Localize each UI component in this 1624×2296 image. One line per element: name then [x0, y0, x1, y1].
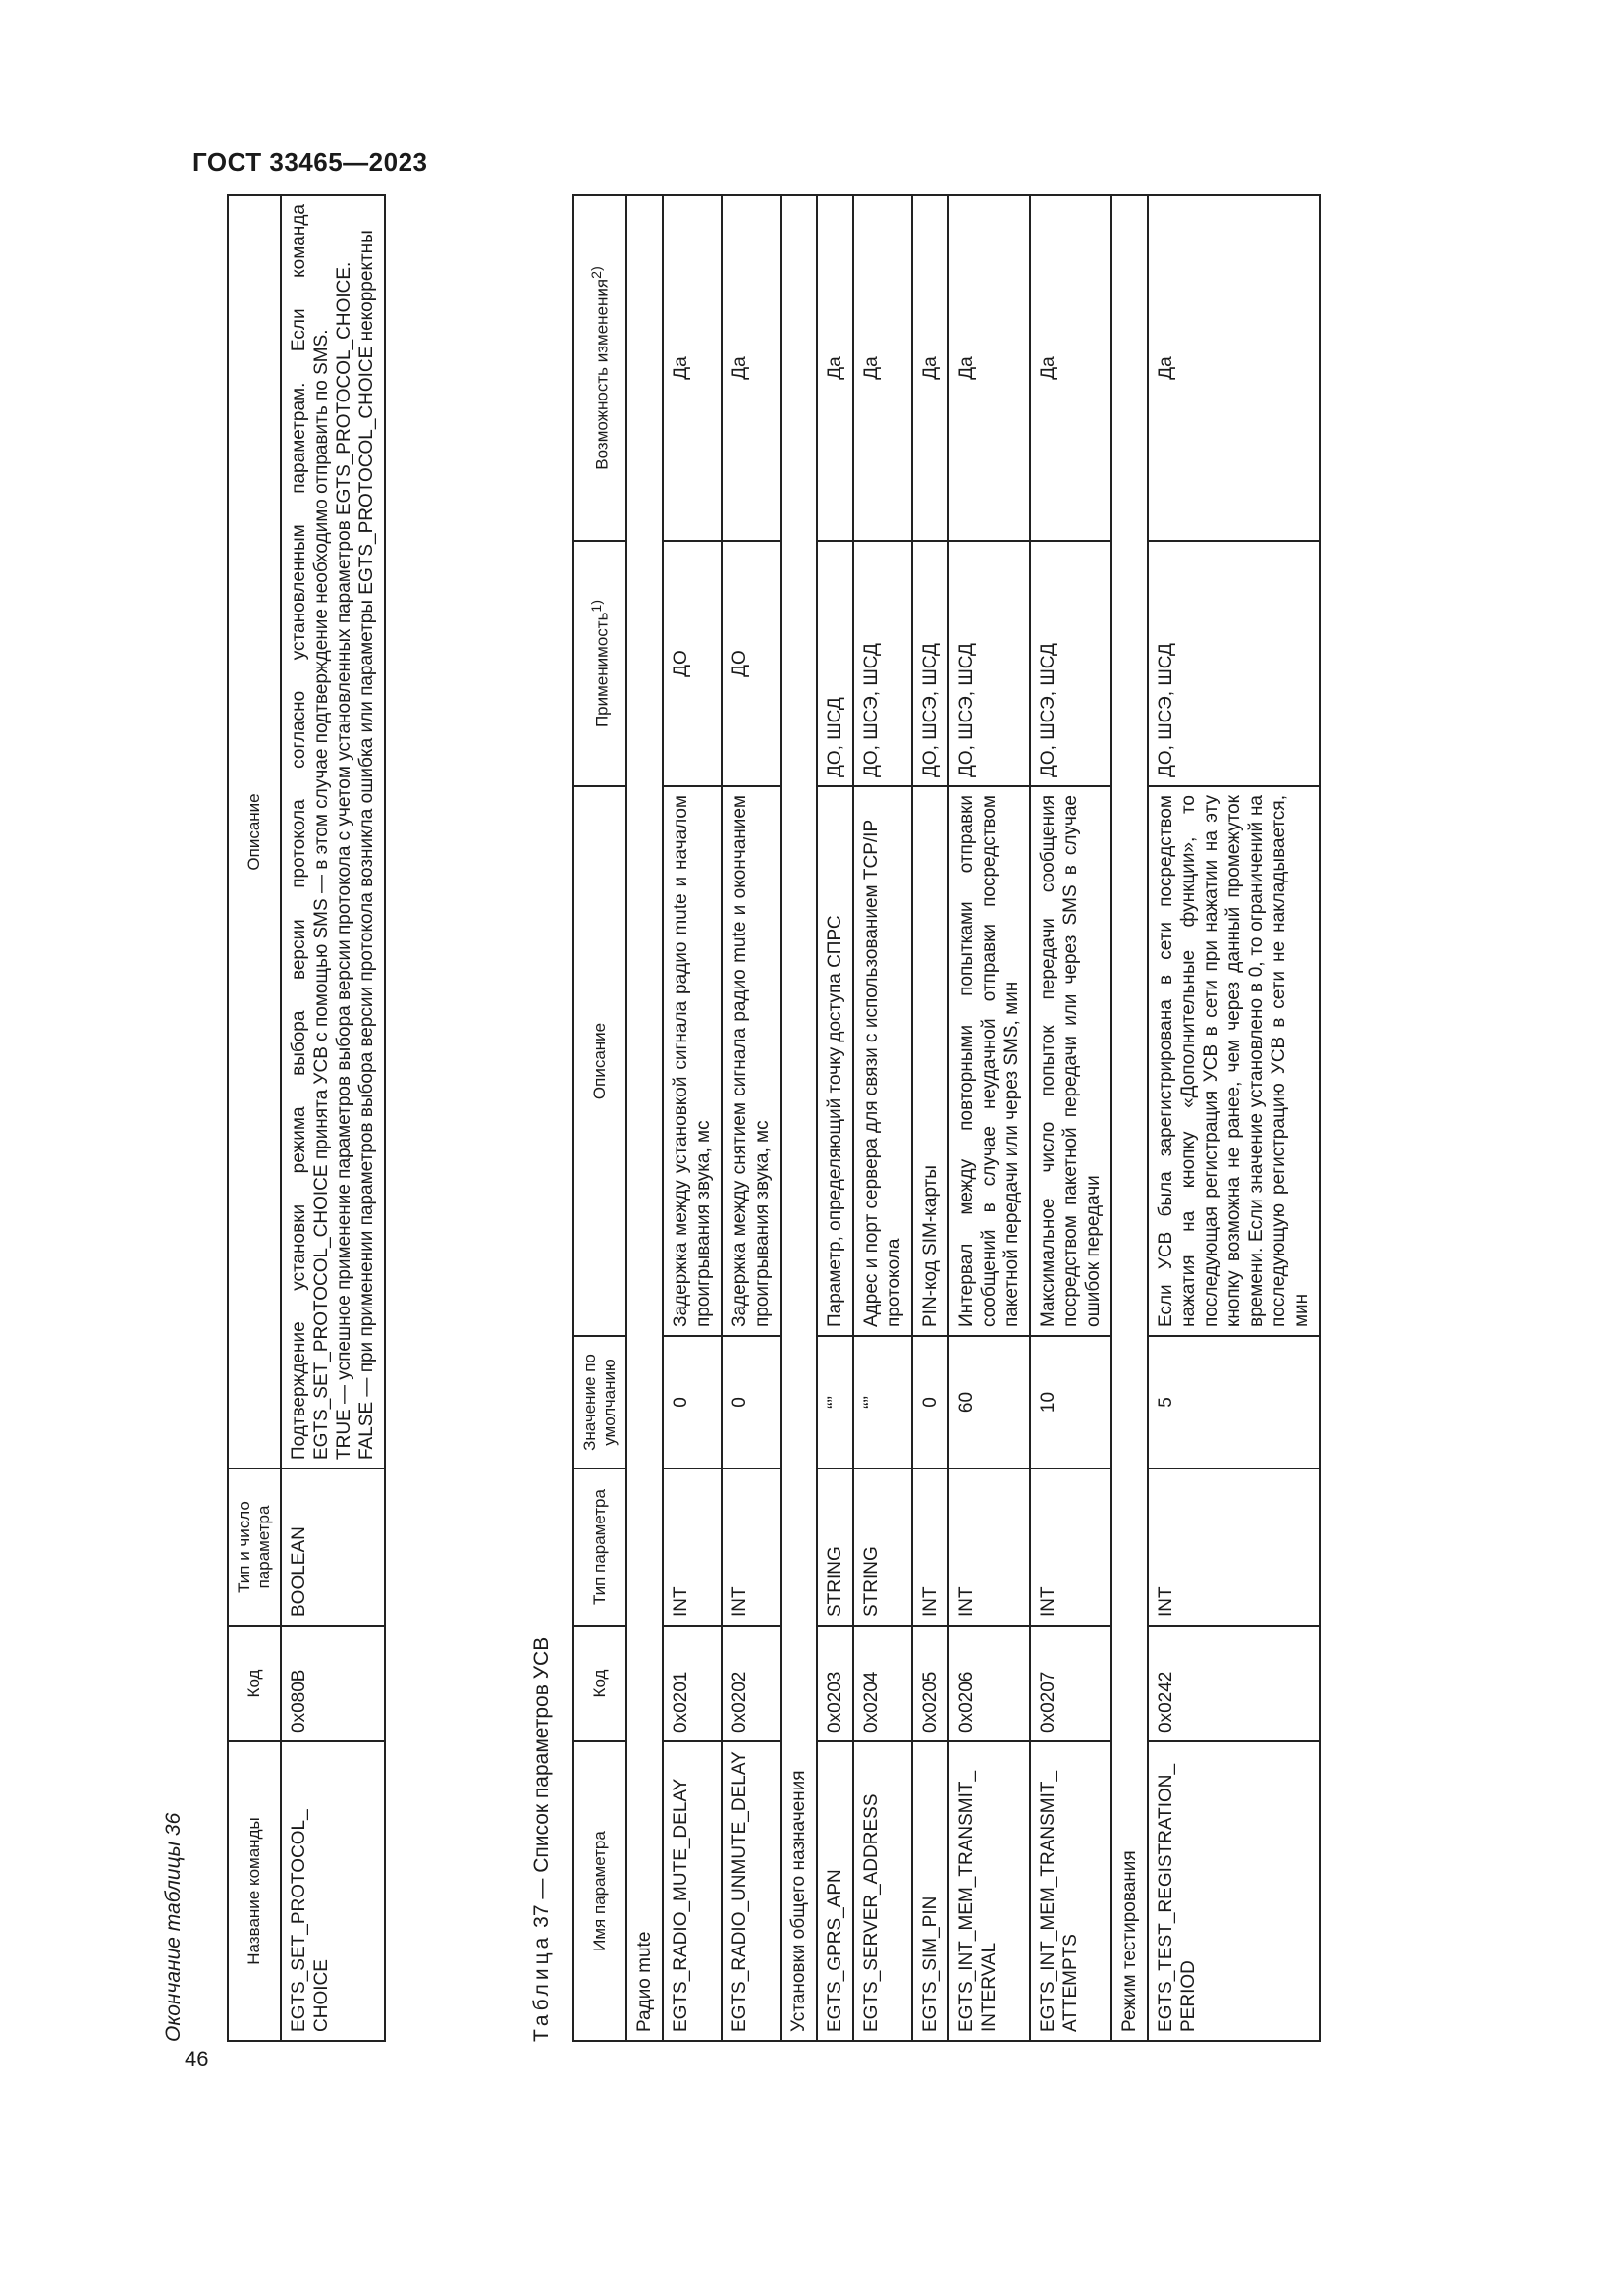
description-line: Подтверждение установки режима выбора версии протокола согласно установленным параметрам. Если команда EGTS_SET_PROTOCOL_CHOICE принята УСВ с помощью SMS — в этом случае подтверждение необходимо отправить по SMS.: [289, 204, 332, 1460]
param-changeable: Да: [1030, 195, 1111, 541]
param-default: 0: [722, 1336, 781, 1468]
table-row: [1148, 195, 1320, 2041]
param-description: Максимальное число попыток передачи сообщения посредством пакетной передачи или через SMS в случае ошибок передачи: [1030, 786, 1111, 1336]
param-changeable: Да: [722, 195, 781, 541]
param-description: Задержка между снятием сигнала радио mute и окончанием проигрывания звука, мс: [722, 786, 781, 1336]
command-name: EGTS_SET_PROTOCOL_ CHOICE: [281, 1741, 385, 2041]
param-description: PIN-код SIM-карты: [912, 786, 948, 1336]
param-default: 0: [663, 1336, 722, 1468]
param-default: 10: [1030, 1336, 1111, 1468]
param-applicability: ДО, ШСЭ, ШСД: [853, 541, 912, 786]
param-name: EGTS_RADIO_UNMUTE_DELAY: [722, 1741, 781, 2041]
header-command-name: Название команды: [228, 1741, 281, 2041]
param-applicability: ДО, ШСЭ, ШСД: [1030, 541, 1111, 786]
param-type: INT: [663, 1468, 722, 1626]
section-title: Радио mute: [626, 195, 663, 2041]
param-applicability: ДО, ШСЭ, ШСД: [948, 541, 1030, 786]
param-type: INT: [912, 1468, 948, 1626]
param-name: EGTS_GPRS_APN: [817, 1741, 853, 2041]
param-default: “”: [853, 1336, 912, 1468]
param-description: Задержка между установкой сигнала радио mute и началом проигрывания звука, мс: [663, 786, 722, 1336]
table-37-caption: [530, 1637, 554, 2042]
command-type: BOOLEAN: [281, 1468, 385, 1626]
table-36-caption: Окончание таблицы 36: [162, 1812, 185, 2042]
header-code: Код: [228, 1626, 281, 1741]
header-changeable: [573, 195, 626, 541]
table-37-caption-prefix: Таблица: [530, 1933, 553, 2042]
param-default: 60: [948, 1336, 1030, 1468]
param-code: 0x0205: [912, 1626, 948, 1741]
section-row-general: [781, 195, 817, 2041]
param-code: 0x0204: [853, 1626, 912, 1741]
param-changeable: Да: [1148, 195, 1320, 541]
param-name: EGTS_INT_MEM_TRANSMIT_ INTERVAL: [948, 1741, 1030, 2041]
table-36-header-row: [228, 195, 281, 2041]
table-row: [663, 195, 722, 2041]
param-applicability: ДО: [663, 541, 722, 786]
description-line: FALSE — при применении параметров выбора версии протокола возникла ошибка или параметры EGTS_PROTOCOL_CHOICE некорректны: [356, 230, 377, 1460]
param-applicability: ДО: [722, 541, 781, 786]
table-37-header-row: [573, 195, 626, 2041]
header-description: Описание: [573, 786, 626, 1336]
command-description: [281, 195, 385, 1468]
param-changeable: Да: [912, 195, 948, 541]
table-36: [227, 194, 386, 2042]
header-code: Код: [573, 1626, 626, 1741]
header-description: Описание: [228, 195, 281, 1468]
table-row: [281, 195, 385, 2041]
header-param-name: Имя параметра: [573, 1741, 626, 2041]
param-description: Параметр, определяющий точку доступа СПРС: [817, 786, 853, 1336]
command-code: 0x080B: [281, 1626, 385, 1741]
param-changeable: Да: [817, 195, 853, 541]
param-code: 0x0202: [722, 1626, 781, 1741]
param-code: 0x0203: [817, 1626, 853, 1741]
param-changeable: Да: [663, 195, 722, 541]
param-description: Если УСВ была зарегистрирована в сети посредством нажатия на кнопку «Дополнительные функции», то последующая регистрация УСВ в сети при нажатии на эту кнопку возможна не ранее, чем через данный промежуток времени. Если значение установлено в 0, то ограничений на последующую регистрацию УСВ в сети не накладывается, мин: [1148, 786, 1320, 1336]
header-applicability: [573, 541, 626, 786]
section-title: Режим тестирования: [1111, 195, 1148, 2041]
param-applicability: ДО, ШСЭ, ШСД: [1148, 541, 1320, 786]
page-title: ГОСТ 33465—2023: [192, 147, 428, 177]
param-code: 0x0242: [1148, 1626, 1320, 1741]
param-default: 5: [1148, 1336, 1320, 1468]
param-code: 0x0206: [948, 1626, 1030, 1741]
param-code: 0x0207: [1030, 1626, 1111, 1741]
table-row: [853, 195, 912, 2041]
header-param-type: Тип и число параметра: [228, 1468, 281, 1626]
header-changeable-text: Возможность изменения: [592, 278, 612, 470]
param-applicability: ДО, ШСД: [817, 541, 853, 786]
param-description: Адрес и порт сервера для связи с использованием TCP/IP протокола: [853, 786, 912, 1336]
footnote-ref: 1): [589, 599, 606, 613]
param-name: EGTS_SERVER_ADDRESS: [853, 1741, 912, 2041]
section-row-radio: [626, 195, 663, 2041]
param-type: INT: [722, 1468, 781, 1626]
param-type: INT: [948, 1468, 1030, 1626]
table-row: [912, 195, 948, 2041]
param-code: 0x0201: [663, 1626, 722, 1741]
table-37: [572, 194, 1321, 2042]
param-default: “”: [817, 1336, 853, 1468]
param-name: EGTS_SIM_PIN: [912, 1741, 948, 2041]
table-row: [722, 195, 781, 2041]
rotated-content: [162, 79, 1507, 2042]
table-row: [1030, 195, 1111, 2041]
page-number: 46: [185, 2047, 209, 2071]
param-changeable: Да: [948, 195, 1030, 541]
header-applicability-text: Применимость: [592, 612, 612, 728]
header-default: Значение по умолчанию: [573, 1336, 626, 1468]
section-title: Установки общего назначения: [781, 195, 817, 2041]
footnote-ref: 2): [589, 266, 606, 279]
param-type: INT: [1030, 1468, 1111, 1626]
param-name: EGTS_RADIO_MUTE_DELAY: [663, 1741, 722, 2041]
param-type: INT: [1148, 1468, 1320, 1626]
param-changeable: Да: [853, 195, 912, 541]
param-applicability: ДО, ШСЭ, ШСД: [912, 541, 948, 786]
param-type: STRING: [853, 1468, 912, 1626]
param-description: Интервал между повторными попытками отправки сообщений в случае неудачной отправки посредством пакетной передачи или через SMS, мин: [948, 786, 1030, 1336]
param-name: EGTS_INT_MEM_TRANSMIT_ ATTEMPTS: [1030, 1741, 1111, 2041]
table-row: [817, 195, 853, 2041]
table-37-caption-text: 37 — Список параметров УСВ: [530, 1636, 553, 1934]
header-param-type: Тип параметра: [573, 1468, 626, 1626]
description-line: TRUE — успешное применение параметров выбора версии протокола с учетом установленных параметров EGTS_PROTOCOL_CHOICE.: [334, 261, 354, 1460]
section-row-test: [1111, 195, 1148, 2041]
param-type: STRING: [817, 1468, 853, 1626]
table-row: [948, 195, 1030, 2041]
param-name: EGTS_TEST_REGISTRATION_ PERIOD: [1148, 1741, 1320, 2041]
param-default: 0: [912, 1336, 948, 1468]
